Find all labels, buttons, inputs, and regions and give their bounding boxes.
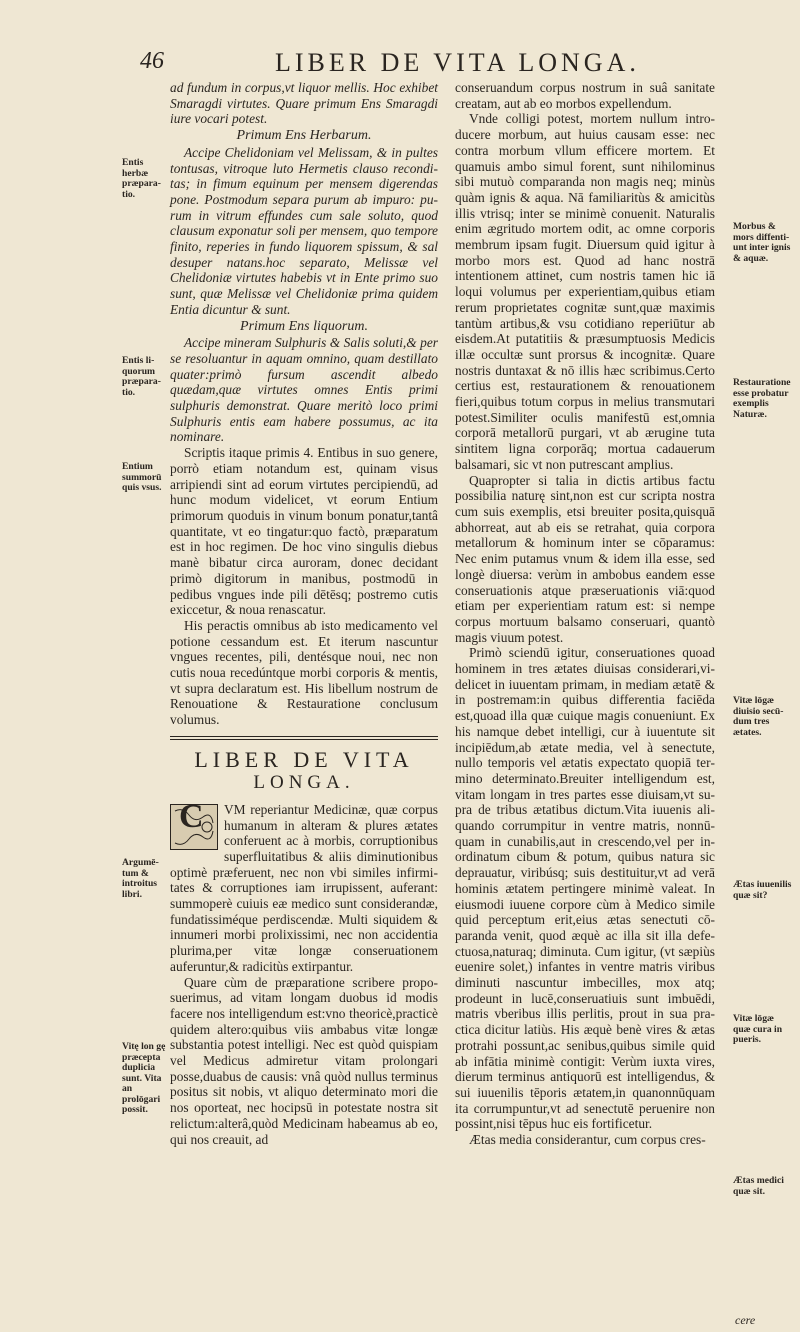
- page-number: 46: [140, 48, 164, 74]
- peractis-paragraph: His peractis omnibus ab isto medicamento vel potione cessandum est. Et iterum nascuntur vngues recentes, pili, dentésque noui, nec non cutis noua recedúntque morbi corporis & mentis, vt supra declaratum est. His libellum nostrum de Renouatione & Restauratione conclusum volumus.: [170, 617, 438, 728]
- margin-note-morbus-mors: Morbus & mors diffentiunt inter ignis & aquæ.: [733, 221, 791, 264]
- catchword: cere: [735, 1313, 756, 1327]
- margin-note-entis-herbae: Entis herbæ præparatio.: [122, 157, 161, 200]
- margin-note-vitae-longae: Vitę lon gę præcepta duplicia sunt. Vita an prolōgari possit.: [122, 1041, 166, 1115]
- dropcap-letter: C: [179, 797, 204, 835]
- liquorum-paragraph: Accipe mineram Sulphuris & Salis soluti,& per se resoluantur in aquam omnino, quam destillato quater:primò fursum ascendit albedo quædam,quæ virtutes omnes Entis primi sulphuris demonstrat. Quare meritò loco primi Sulphuris entis eam habere possumus, ac ita nominare.: [170, 335, 438, 445]
- right-column: [455, 80, 715, 1148]
- running-title: LIBER DE VITA LONGA.: [275, 48, 640, 77]
- margin-note-entium-summorum: Entium summorū quis vsus.: [122, 461, 162, 493]
- margin-note-aetas-iuvenilis: Ætas iuuenilis quæ sit?: [733, 879, 792, 901]
- herbarum-paragraph: Accipe Chelidoniam vel Melissam, & in pultes tontusas, vitroque luto Hermetis clauso reconditas; in fimum equinum per mensem digerendas pone. Postmodum separa purum ab impuro: purum in vitrum effundes cum sale soluto, quod clausum exponatur soli per mensem, quo tempore finito, reperies in fundo liquorem spissum, & sal desuper natans.hoc separato, Melissæ vel Chelidoniæ virtutes habebis vt in Ente primo suo sunt, quæ Melissæ vel Chelidoniæ prima quidem Entia dicuntur & sunt.: [170, 144, 438, 317]
- right-paragraph-a: conseruandum corpus nostrum in suâ sanitate creatam, aut ab eo morbos expellendum.: [455, 80, 715, 111]
- heading-liquorum: Primum Ens liquorum.: [240, 318, 368, 334]
- intro-paragraph: ad fundum in corpus,vt liquor mellis. Hoc exhibet Smaragdi virtutes. Quare primum Ens Smaragdi iure vocari potest.: [170, 80, 438, 127]
- margin-note-argumentum: Argumētum & introitus libri.: [122, 857, 159, 900]
- running-header: [140, 48, 760, 78]
- margin-note-vitae-divisio: Vitæ lōgæ diuisio secūdum tres ætates.: [733, 695, 784, 738]
- right-paragraph-e: Ætas media considerantur, cum corpus cres-: [469, 1132, 706, 1148]
- margin-note-restauratione: Restauratione esse probatur exemplis Naturæ.: [733, 377, 791, 420]
- margin-note-cura-pueris: Vitæ lōgæ quæ cura in pueris.: [733, 1013, 783, 1045]
- section-divider: [170, 736, 438, 740]
- scriptis-paragraph: Scriptis itaque primis 4. Entibus in suo genere, porrò etiam notandum est, quinam visus arripiendi sint ad eorum virtutes percipiendū, ad hunc modum videlicet, vt eorum Entium primorum quoduis in vinum bonum ponatur,tantâ quantitate, vt eo tingatur:quo factò, præparatum est in hoc regimen. De hoc vino singulis diebus manè bibatur circa auroram, donec decidant primò digitorum in manibus, postmodū in pedibus vngues inde pili dētēsq; postremo cutis exiccetur, & noua renascatur.: [170, 445, 438, 618]
- margin-note-aetas-medici: Ætas medici quæ sit.: [733, 1175, 784, 1197]
- right-paragraph-d: Primò sciendū igitur, conseruationes quoad hominem in tres ætates diuisas considerari,videlicet in iuuentam primam, in mediam ætatē & in postremam:in quibus differentia faciēda est,quoad illa quæ cuique magis conueniunt. Ex his namque debet intelligi, cur à iuuentute sit incipiēdum,ab ætate media, vel à senectute, nullo temporis vel ætatis expectato quopiā termino determinato.Breuiter intelligendum est, vitam longam in tres partes esse diuisam,vt supra de tribus ætatibus dictum.Vita iuuenis aliquando corrumpitur in ventre matris, nonnūquam in cunabilis,aut in crescendo,vel per inordinatum cibum & potum, quibus natura sic deprauatur, viribúsq; suis destituitur,vt ad verā hominis ætatem pertingere minimè valeat. In eiusmodi iuuene corpore cùm à Medico simile quid perceptum erit,eius ætas senectuti cōparanda venit, quod æquè ac illa sit illa defectuosa,naturaq; diminuta. Cum igitur, (vt sæpiùs euenire solet,) infantes in ventre matris viribus diminuti nascuntur imbecilles, mox atq; prodeunt in lucē,conseruatiuis sunt imbuēdi, matris vberibus illis perlitis, prout in sua practica dicitur latiùs. His æquè benè vires & ætas protrahi possunt,ac senibus,quibus simile quid ab infātia minimè contigit: Verùm iuxta vires, dierum terminus antiquorū est intelligendus, & sui iuuenilis tēporis ætatem,in quanonnūquam ita corrumpuntur,vt ad senectutē peruenire non possint,nisi tēpus huc eis fortificetur.: [455, 645, 715, 1132]
- margin-note-entis-liquorum: Entis liquorum præparatio.: [122, 355, 161, 398]
- chapter-title: LIBER DE VITA: [194, 746, 414, 772]
- ornamental-initial: [170, 797, 218, 850]
- opening-paragraph: [170, 797, 438, 975]
- opening-text: VM reperiantur Medicinæ, quæ corpus humanum in alteram & plures ætates conferuent ac à morbis, corruptionibus superfluitatibus & aliis diminutionibus optimè præferuent, nec non vbi similes infirmitates & corruptiones iam irrupissent, auferant: summoperè cuiuis eæ medico sunt considerandæ, fundatissiméque perdiscendæ. Multi siquidem & innumeri morbi prolixissimi, nec non accidentia plurima,per vitæ longæ conseruationem auferuntur,& radicitùs extirpantur.: [170, 801, 438, 974]
- quare-paragraph: Quare cùm de præparatione scribere proposuerimus, ad vitam longam duobus id modis facere nos intelligendum est:vno theoricè,practicè quidem altero:quibus viis ambabus vitæ longæ substantia potest intelligi. Nec est quòd quispiam vel Medicus admiretur vitam prolongari posse,duabus de causis: vnâ quòd nullus terminus positus sit nobis, vt aliquo determinato mori die nos oporteat, nec hocipsū in potestate nostra sit relictum:alterâ,quòd Medicinam habeamus ab eo, qui nos creauit, ad: [170, 974, 438, 1147]
- right-paragraph-c: Quapropter si talia in dictis artibus factu possibilia naturę sint,non est cur scripta nostra cum suis exemplis, etsi breuiter posita,quisquā abhorreat, aut ab eis se retrahat, quia corpora metallorum & hominum inter se cōparamus: Nec enim putamus vnum & idem illa esse, sed longè diuersa: verùm in ambobus eandem esse conseruationis atque præseruationis viā:quod etiam per experientiam ratum est: si nempe corpus mortuum balsamo conseruari, quantò magis viuum potest.: [455, 472, 715, 645]
- heading-herbarum: Primum Ens Herbarum.: [236, 128, 372, 144]
- left-column: [170, 80, 438, 1147]
- right-paragraph-b: Vnde colligi potest, mortem nullum introducere morbum, aut huius causam esse: nec contra morbum vllum efficere mortem. Et quamuis ambo simul forent, sunt nihilominus sibi mutuò comparanda non magis neq; minùs quàm ignis & aqua. Nā familiaritùs & amicitùs illis vtrisq; inter se minimè conuenit. Naturalis enim ægritudo mortem odit, ac omne corporis membrum ipsam fugit. Diuersum quid igitur à morbo mors est. Quod ad hanc nostrā intentionem attinet, cum nostris tamen hic iā loqui volumus per experientiam,quibus etiam rerum proprietates cognitæ sunt,quæ maximis tantùm artibus,& vsu cotidiano reperiūtur ab eisdem.At putatitiis & præsumptuosis Medicis illæ occultæ sunt prorsus & incognitæ. Quare nostris duntaxat & nō illis hæc scribimus.Certo certius est, restaurationem & renouationem fieri,quibus totum corpus in melius transmutari potest.Similiter oculis manifestū est,omnia corporā metallorū purgari, vt ab ærugine tuta sintitem ligna corporāq; mortua cadauerum balsamari, sic vt non putrescant amplius.: [455, 111, 715, 472]
- chapter-title-line2: LONGA.: [253, 771, 355, 793]
